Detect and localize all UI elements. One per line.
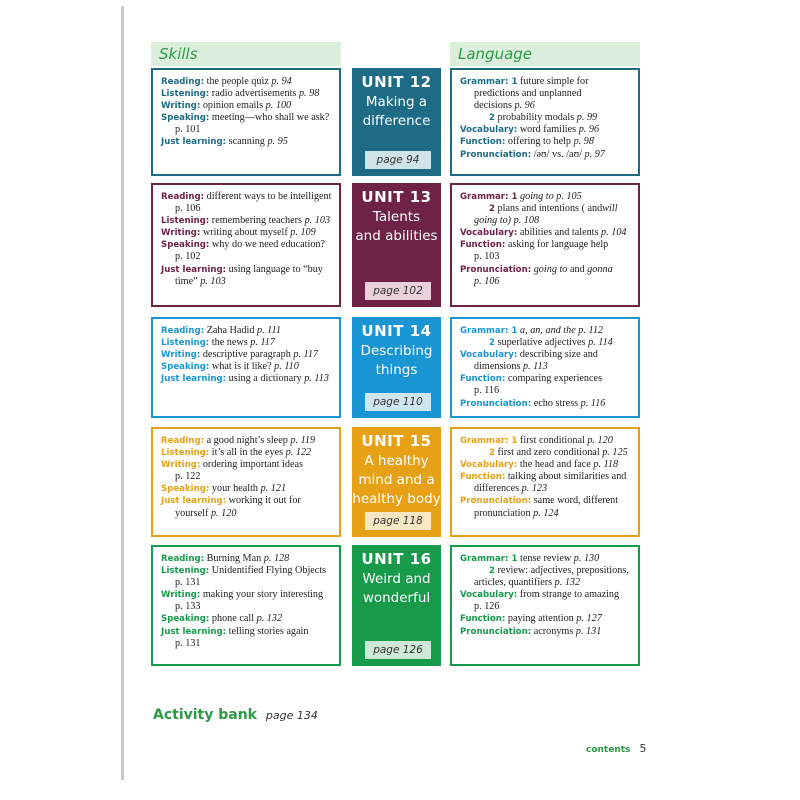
unit-number: UNIT 15	[361, 432, 432, 450]
entry-line	[460, 447, 632, 459]
entry-text: predictions and unplanned	[474, 88, 582, 100]
skills-box	[151, 183, 341, 307]
entry-line	[460, 203, 632, 215]
unit-page-link[interactable]: page 118	[365, 512, 431, 530]
unit-title-line: things	[375, 362, 418, 378]
entry-page: p. 131	[575, 625, 602, 637]
entry-label: Pronunciation:	[460, 626, 532, 637]
entry-label: Speaking:	[161, 484, 210, 495]
entry-page: p. 94	[271, 76, 292, 87]
unit-page-link[interactable]: page 94	[365, 151, 431, 169]
entry-text: talking about similarities and	[505, 471, 627, 483]
entry-page: p. 114	[588, 337, 613, 349]
entry-line	[161, 565, 333, 577]
entry-text: Burning Man	[204, 553, 264, 564]
entry-text: pronunciation	[474, 507, 534, 519]
entry-line	[161, 325, 333, 337]
entry-page: p. 128	[263, 553, 290, 564]
unit-title-line: difference	[362, 113, 431, 129]
entry-label: Pronunciation:	[460, 496, 532, 507]
entry-label: Function:	[460, 137, 506, 148]
entry-text: offering to help	[505, 136, 574, 148]
entry-line	[161, 136, 333, 148]
unit-panel[interactable]	[352, 427, 441, 537]
entry-label: Pronunciation:	[460, 398, 532, 409]
entry-line	[161, 100, 333, 112]
entry-page: p. 113	[522, 361, 548, 373]
entry-label: Writing:	[161, 460, 201, 471]
entry-continuation	[161, 471, 333, 483]
unit-title	[352, 93, 441, 131]
entry-continuation	[460, 577, 632, 589]
entry-page: p. 118	[593, 459, 619, 471]
entry-text: asking for language help	[505, 239, 609, 251]
entry-continuation	[460, 508, 632, 520]
entry-page: p. 96	[578, 124, 600, 136]
entry-label: Grammar: 1	[460, 436, 518, 446]
entry-page: p. 100	[265, 100, 292, 112]
entry-label: Reading:	[161, 77, 205, 87]
entry-text: the news	[209, 337, 251, 349]
entry-page: p. 117	[293, 349, 319, 361]
entry-text: what is it like?	[209, 361, 275, 373]
entry-page: p. 127	[576, 613, 602, 625]
entry-text: paying attention	[505, 613, 577, 625]
skills-box	[151, 545, 341, 666]
entry-line	[161, 88, 333, 100]
entry-text: using language to “buy	[226, 263, 323, 275]
entry-text: same word, different	[531, 495, 619, 507]
entry-label: Listening:	[161, 216, 210, 227]
entry-page: p. 122	[285, 447, 312, 459]
entry-line	[161, 337, 333, 349]
entry-text: p. 101	[175, 124, 201, 136]
entry-text: radio advertisements	[209, 88, 299, 100]
entry-line	[161, 112, 333, 124]
entry-label: Speaking:	[161, 113, 210, 124]
entry-text: scanning	[226, 136, 268, 148]
entry-text: why do we need education?	[209, 239, 326, 251]
language-box	[450, 183, 640, 307]
entry-text: first conditional	[517, 435, 588, 446]
unit-panel[interactable]	[352, 68, 441, 176]
entry-line	[161, 613, 333, 625]
entry-page: p. 110	[274, 361, 299, 373]
entry-line	[460, 337, 632, 349]
entry-page: p. 106	[474, 275, 500, 287]
entry-label: Reading:	[161, 436, 205, 446]
entry-text: and	[567, 263, 588, 275]
entry-line	[460, 191, 632, 203]
entry-page: p. 116	[580, 397, 606, 409]
entry-line	[161, 483, 333, 495]
entry-text: probability modals	[494, 112, 577, 124]
entry-text: Unidentified Flying Objects	[209, 565, 327, 577]
unit-number: UNIT 14	[361, 322, 432, 340]
entry-line	[460, 349, 632, 361]
entry-label: Vocabulary:	[460, 350, 518, 361]
unit-page-link[interactable]: page 110	[365, 393, 431, 411]
entry-label: Grammar: 1	[460, 192, 518, 202]
entry-text: the people quiz	[204, 76, 272, 87]
entry-line	[460, 459, 632, 471]
entry-text: a good night’s sleep	[204, 435, 291, 446]
activity-bank-page: page 134	[265, 709, 318, 722]
entry-page: p. 130	[573, 553, 600, 564]
unit-panel[interactable]	[352, 183, 441, 307]
entry-label: Vocabulary:	[460, 125, 518, 136]
entry-line	[460, 565, 632, 577]
entry-text: p. 122	[175, 471, 201, 483]
entry-page: p. 104	[601, 227, 627, 239]
entry-text: p. 102	[175, 251, 201, 263]
footer-label: contents	[586, 745, 631, 755]
entry-page: p. 95	[267, 136, 288, 148]
entry-emphasis: will	[602, 203, 618, 215]
entry-page: p. 98	[298, 88, 320, 100]
entry-label: Just learning:	[161, 374, 227, 385]
entry-page: p. 96	[514, 100, 535, 112]
entry-page: p. 111	[256, 325, 281, 336]
entry-continuation	[161, 601, 333, 613]
entry-text: p. 106	[175, 203, 201, 215]
entry-continuation	[161, 251, 333, 263]
entry-page: p. 117	[250, 337, 275, 349]
unit-number: UNIT 13	[361, 188, 432, 206]
entry-line	[460, 435, 632, 447]
entry-label: Listening:	[161, 448, 210, 459]
entry-label: Writing:	[161, 350, 201, 361]
entry-line	[161, 76, 333, 88]
entry-continuation	[460, 483, 632, 495]
entry-line	[161, 215, 333, 227]
entry-label: Speaking:	[161, 240, 210, 251]
entry-line	[460, 373, 632, 385]
entry-line	[460, 239, 632, 251]
entry-line	[161, 459, 333, 471]
entry-line	[161, 239, 333, 251]
entry-line	[460, 264, 632, 276]
activity-bank[interactable]	[153, 707, 318, 723]
entry-page: p. 123	[521, 483, 548, 495]
entry-page: going to p. 105	[520, 191, 582, 202]
entry-line	[460, 325, 632, 337]
entry-text: remembering teachers	[209, 215, 305, 227]
entry-continuation	[460, 215, 632, 227]
entry-line	[161, 553, 333, 565]
entry-page: p. 120	[587, 435, 613, 446]
entry-line	[460, 398, 632, 410]
entry-page: p. 113	[304, 373, 329, 385]
page-number: 5	[639, 742, 647, 755]
unit-page-link[interactable]: page 102	[365, 282, 431, 300]
unit-number: UNIT 16	[361, 550, 432, 568]
entry-text: plans and intentions (	[494, 203, 585, 215]
entry-line	[460, 613, 632, 625]
entry-line	[161, 435, 333, 447]
unit-title-line: Weird and	[362, 571, 431, 587]
entry-page: p. 103	[200, 275, 226, 287]
entry-label: Just learning:	[161, 496, 227, 507]
entry-text: abilities and talents	[517, 227, 602, 239]
entry-text: differences	[474, 483, 522, 495]
entry-label: Reading:	[161, 192, 205, 202]
entry-label: Listening:	[161, 89, 210, 100]
entry-label: Grammar: 1	[460, 326, 518, 336]
unit-title	[352, 452, 441, 509]
entry-text: time”	[175, 275, 201, 287]
entry-text: p. 133	[175, 601, 201, 613]
entry-text: future simple for	[517, 76, 589, 87]
unit-title-line: Talents	[372, 209, 421, 225]
entry-line	[161, 191, 333, 203]
entry-continuation	[460, 100, 632, 112]
entry-text: articles, quantifiers	[474, 577, 555, 589]
entry-line	[161, 227, 333, 239]
entry-index: 2	[489, 566, 495, 577]
entry-line	[161, 447, 333, 459]
entry-page: p. 99	[576, 112, 598, 124]
skills-box	[151, 427, 341, 537]
entry-label: Function:	[460, 374, 506, 385]
entry-line	[460, 626, 632, 638]
entry-line	[460, 149, 632, 161]
entry-text: meeting—who shall we ask?	[209, 112, 330, 124]
entry-label: Grammar: 1	[460, 554, 518, 564]
entry-text: comparing experiences	[505, 373, 603, 385]
entry-index: 2	[489, 338, 495, 349]
entry-text: different ways to be intelligent	[204, 191, 332, 202]
entry-label: Speaking:	[161, 614, 210, 625]
entry-text: the head and face	[517, 459, 594, 471]
entry-text: /əʊ/ vs. /aʊ/	[531, 148, 585, 160]
entry-text: word families	[517, 124, 579, 136]
entry-text: first and zero conditional	[494, 447, 603, 459]
entry-line	[161, 495, 333, 507]
entry-label: Just learning:	[161, 626, 227, 637]
entry-text: writing about myself	[200, 227, 291, 239]
entry-continuation	[161, 276, 333, 288]
unit-title-line: Making a	[365, 94, 428, 110]
language-box	[450, 545, 640, 666]
entry-line	[460, 495, 632, 507]
language-box	[450, 317, 640, 418]
entry-continuation	[460, 88, 632, 100]
entry-text: opinion emails	[200, 100, 266, 112]
entry-continuation	[161, 508, 333, 520]
entry-label: Just learning:	[161, 264, 227, 275]
page-binding-edge	[121, 6, 124, 780]
entry-line	[460, 227, 632, 239]
entry-label: Reading:	[161, 554, 205, 564]
entry-line	[161, 589, 333, 601]
entry-label: Writing:	[161, 228, 201, 239]
language-header: Language	[450, 42, 640, 66]
entry-text: working it out for	[226, 495, 301, 507]
entry-continuation	[460, 276, 632, 288]
entry-line	[460, 76, 632, 88]
entry-page: p. 125	[602, 447, 628, 459]
unit-panel[interactable]	[352, 317, 441, 418]
entry-text: describing size and	[517, 349, 598, 361]
entry-text: Zaha Hadid	[204, 325, 257, 336]
entry-text: ordering important ideas	[200, 459, 303, 471]
entry-text: p. 116	[474, 385, 500, 397]
entry-label: Listening:	[161, 338, 210, 349]
entry-page: p. 132	[554, 577, 581, 589]
unit-title-line: A healthy	[364, 453, 429, 469]
entry-index: 2	[489, 204, 495, 215]
entry-line	[161, 626, 333, 638]
entry-page: going to) p. 108	[474, 215, 540, 227]
entry-line	[161, 264, 333, 276]
entry-text: descriptive paragraph	[200, 349, 294, 361]
entry-label: Function:	[460, 472, 506, 483]
entry-page: p. 98	[573, 136, 594, 148]
entry-emphasis: gonna	[587, 263, 613, 275]
entry-label: Vocabulary:	[460, 228, 518, 239]
entry-label: Function:	[460, 614, 506, 625]
entry-page: p. 103	[304, 215, 331, 227]
entry-index: 2	[489, 448, 495, 459]
entry-page: p. 97	[584, 148, 605, 160]
entry-line	[460, 553, 632, 565]
entry-text: making your story interesting	[200, 589, 324, 601]
entry-continuation	[161, 124, 333, 136]
entry-label: Reading:	[161, 326, 205, 336]
skills-header: Skills	[151, 42, 341, 66]
entry-page: p. 109	[290, 227, 316, 239]
entry-label: Function:	[460, 240, 506, 251]
entry-line	[460, 124, 632, 136]
entry-index: 2	[489, 113, 495, 124]
entry-continuation	[460, 601, 632, 613]
entry-line	[161, 349, 333, 361]
unit-title-line: Describing	[360, 343, 433, 359]
unit-title-line: healthy body	[352, 491, 441, 507]
entry-label: Just learning:	[161, 137, 227, 148]
entry-page: p. 132	[256, 613, 283, 625]
entry-line	[460, 112, 632, 124]
entry-page: p. 121	[260, 483, 287, 495]
entry-line	[161, 361, 333, 373]
entry-text: telling stories again	[226, 625, 309, 637]
unit-page-link[interactable]: page 126	[365, 641, 431, 659]
entry-text: and	[584, 203, 603, 215]
entry-text: using a dictionary	[226, 373, 305, 385]
entry-label: Grammar: 1	[460, 77, 518, 87]
entry-continuation	[161, 638, 333, 650]
entry-text: dimensions	[474, 361, 523, 373]
entry-text: it’s all in the eyes	[209, 447, 286, 459]
entry-continuation	[161, 577, 333, 589]
entry-text: p. 103	[474, 251, 500, 263]
skills-box	[151, 317, 341, 418]
entry-text: echo stress	[531, 397, 581, 409]
entry-text: p. 131	[175, 577, 201, 589]
unit-number: UNIT 12	[361, 73, 432, 91]
activity-bank-title: Activity bank	[153, 707, 257, 723]
entry-text: your health	[209, 483, 261, 495]
skills-box	[151, 68, 341, 176]
entry-label: Speaking:	[161, 362, 210, 373]
entry-text: superlative adjectives	[494, 337, 589, 349]
entry-label: Pronunciation:	[460, 264, 532, 275]
entry-page: p. 119	[290, 435, 316, 446]
entry-text: acronyms	[531, 625, 576, 637]
entry-line	[460, 136, 632, 148]
entry-continuation	[460, 385, 632, 397]
entry-line	[460, 589, 632, 601]
language-box	[450, 68, 640, 176]
entry-line	[460, 471, 632, 483]
entry-label: Writing:	[161, 590, 201, 601]
entry-text: review: adjectives, prepositions,	[494, 565, 629, 577]
entry-continuation	[460, 361, 632, 373]
entry-page: a, an, and the p. 112	[520, 325, 604, 336]
entry-text: yourself	[175, 507, 211, 519]
entry-label: Listening:	[161, 566, 210, 577]
unit-title-line: wonderful	[362, 590, 431, 606]
entry-label: Pronunciation:	[460, 149, 532, 160]
entry-continuation	[161, 203, 333, 215]
entry-text: decisions	[474, 100, 515, 112]
unit-panel[interactable]	[352, 545, 441, 666]
entry-text: phone call	[209, 613, 257, 625]
entry-label: Writing:	[161, 101, 201, 112]
entry-text: tense review	[517, 553, 574, 564]
entry-text: p. 131	[175, 637, 201, 649]
entry-label: Vocabulary:	[460, 460, 518, 471]
unit-title	[352, 570, 441, 608]
unit-title-line: and abilities	[355, 228, 438, 244]
entry-page: p. 120	[210, 507, 237, 519]
entry-continuation	[460, 251, 632, 263]
unit-title-line: mind and a	[358, 472, 435, 488]
page-footer	[586, 742, 647, 755]
language-box	[450, 427, 640, 537]
unit-title	[352, 208, 441, 246]
entry-text: p. 126	[474, 601, 500, 613]
entry-text: from strange to amazing	[517, 589, 620, 601]
entry-page: going to	[533, 263, 568, 275]
entry-line	[161, 373, 333, 385]
unit-title	[352, 342, 441, 380]
entry-label: Vocabulary:	[460, 590, 518, 601]
entry-page: p. 124	[533, 507, 559, 519]
